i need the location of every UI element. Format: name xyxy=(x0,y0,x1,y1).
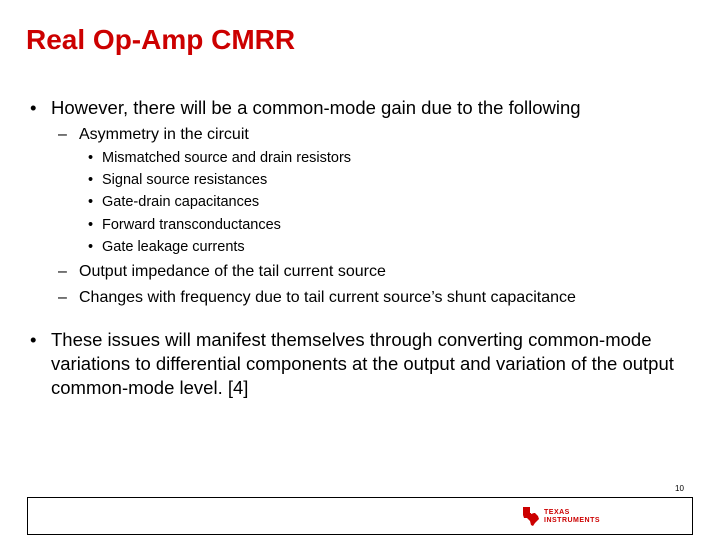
texas-state-icon xyxy=(521,505,541,527)
list-item-text: Signal source resistances xyxy=(102,172,268,189)
list-item-text: Forward transconductances xyxy=(102,216,281,233)
dash-bullet: – xyxy=(58,126,67,143)
sub-bullet-frequency xyxy=(30,288,700,308)
bullet-dot: • xyxy=(30,97,37,118)
list-item-text: Gate-drain capacitances xyxy=(102,194,260,211)
sub-bullet-text: Changes with frequency due to tail current source’s shunt capacitance xyxy=(79,289,576,307)
bullet-dot: • xyxy=(88,238,94,255)
bullet-manifest xyxy=(30,328,700,400)
bullet-text: However, there will be a common-mode gain due to the following xyxy=(51,97,581,118)
sub-bullet-tail-impedance xyxy=(30,262,700,282)
logo-text-line2: INSTRUMENTS xyxy=(544,517,601,524)
bullet-dot: • xyxy=(88,216,94,233)
bullet-dot: • xyxy=(30,329,37,351)
page-number: 10 xyxy=(675,484,684,493)
list-item xyxy=(30,214,700,236)
bullet-dot: • xyxy=(88,194,94,211)
logo-text-line1: TEXAS xyxy=(544,509,570,516)
slide-content xyxy=(30,96,700,400)
dash-bullet: – xyxy=(58,263,67,281)
dash-bullet: – xyxy=(58,289,67,307)
slide-title: Real Op-Amp CMRR xyxy=(26,24,296,55)
list-item xyxy=(30,169,700,191)
list-item xyxy=(30,236,700,258)
sub-bullet-text: Asymmetry in the circuit xyxy=(79,126,249,143)
bullet-dot: • xyxy=(88,150,94,166)
ti-logo xyxy=(521,505,616,527)
list-item xyxy=(30,147,700,169)
list-item-text: Gate leakage currents xyxy=(102,238,245,255)
sub-bullet-text: Output impedance of the tail current source xyxy=(79,263,386,281)
bullet-common-mode-gain xyxy=(30,96,700,120)
sub-bullet-asymmetry xyxy=(30,125,700,145)
bullet-text: These issues will manifest themselves through converting common-mode variations to differential components at the output and variation of the output common-mode level. [4] xyxy=(51,329,674,399)
list-item-text: Mismatched source and drain resistors xyxy=(102,150,352,166)
list-item xyxy=(30,191,700,213)
bullet-dot: • xyxy=(88,172,94,189)
